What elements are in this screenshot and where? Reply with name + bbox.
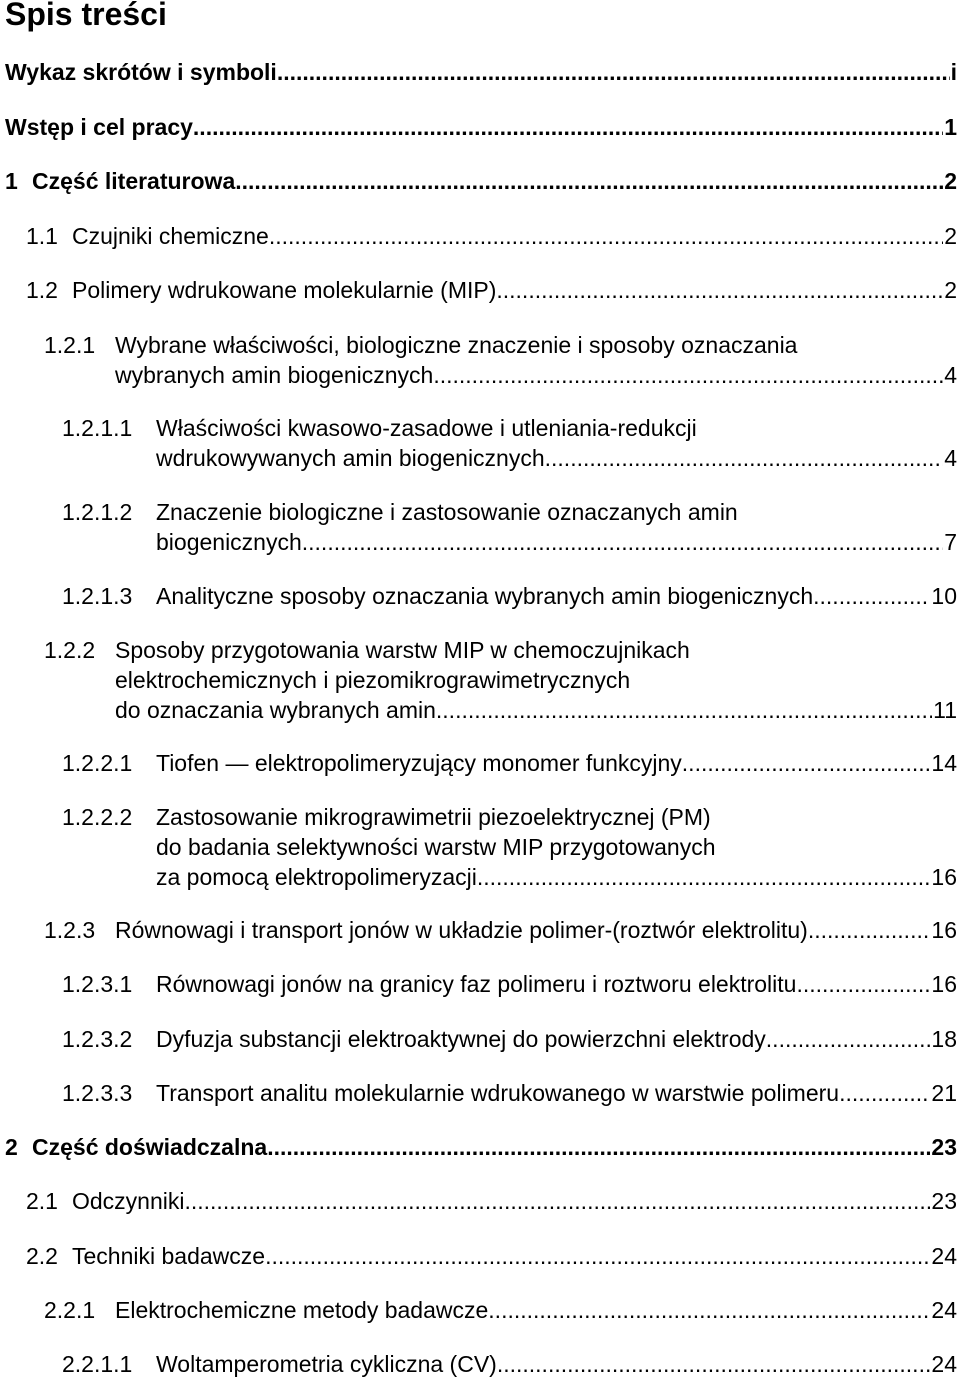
toc-entry[interactable]: [62, 581, 957, 611]
toc-entry-title: Równowagi jonów na granicy faz polimeru i roztworu elektrolitu: [156, 971, 797, 997]
dot-leader: [813, 581, 930, 611]
toc-entry-title-continued: biogenicznych: [156, 529, 302, 555]
dot-leader: [839, 1078, 930, 1108]
toc-entry-title-continued: elektrochemicznych i piezomikrograwimetrycznych: [115, 667, 631, 693]
toc-entry[interactable]: [62, 1078, 957, 1108]
toc-entry-page: 23: [931, 1134, 957, 1160]
toc-entry[interactable]: [44, 330, 957, 390]
toc-entry[interactable]: [62, 497, 957, 557]
toc-entry-page: 1: [944, 114, 957, 140]
toc-entry-number: 1.2.2: [44, 637, 96, 663]
dot-leader: [808, 915, 931, 945]
toc-entry-title: Analityczne sposoby oznaczania wybranych amin biogenicznych: [156, 583, 814, 609]
toc-entry-number: 1.1: [26, 223, 58, 249]
toc-entry-page: 21: [931, 1080, 957, 1106]
toc-entry-title: Wykaz skrótów i symboli: [5, 59, 277, 85]
toc-entry-number: 2: [5, 1134, 18, 1160]
toc-entry-title: Elektrochemiczne metody badawcze: [115, 1297, 489, 1323]
toc-entry[interactable]: [5, 1132, 957, 1162]
toc-entry[interactable]: [26, 221, 957, 251]
toc-entry[interactable]: [62, 1349, 957, 1379]
toc-entry-page: 16: [931, 971, 957, 997]
toc-entry-title: Zastosowanie mikrograwimetrii piezoelektrycznej (PM): [156, 804, 711, 830]
toc-entry-page: 4: [944, 445, 957, 471]
toc-entry-page: 18: [931, 1026, 957, 1052]
dot-leader: [477, 862, 931, 892]
toc-entry-number: 1.2: [26, 277, 58, 303]
toc-entry-title: Techniki badawcze: [72, 1243, 266, 1269]
toc-entry-number: 1.2.3.2: [62, 1026, 133, 1052]
dot-leader: [497, 1349, 931, 1379]
toc-entry-page: 2: [944, 168, 957, 194]
dot-leader: [302, 527, 943, 557]
toc-entry-page: 4: [944, 362, 957, 388]
toc-entry-page: 24: [931, 1351, 957, 1377]
toc-entry-number: 1.2.1.1: [62, 415, 133, 441]
toc-entry-page: 16: [931, 864, 957, 890]
toc-entry-title: Równowagi i transport jonów w układzie polimer-(roztwór elektrolitu): [115, 917, 808, 943]
toc-entry[interactable]: [44, 915, 957, 945]
toc-entry-title: Część literaturowa: [32, 168, 236, 194]
toc-entry-title: Właściwości kwasowo-zasadowe i utleniania-redukcji: [156, 415, 697, 441]
toc-entry-title-continued: wybranych amin biogenicznych: [115, 362, 434, 388]
toc-entry-page: 2: [944, 223, 957, 249]
toc-entry-page: 10: [931, 583, 957, 609]
toc-entry-title-continued: wdrukowywanych amin biogenicznych: [156, 445, 545, 471]
toc-entry-number: 1.2.1.3: [62, 583, 133, 609]
toc-entry-page: 23: [931, 1188, 957, 1214]
toc-entry-number: 2.2.1: [44, 1297, 96, 1323]
toc-entry-page: 24: [931, 1243, 957, 1269]
toc-entry-number: 2.2: [26, 1243, 58, 1269]
dot-leader: [682, 748, 931, 778]
dot-leader: [235, 166, 943, 196]
toc-entry[interactable]: [44, 635, 957, 725]
dot-leader: [267, 1132, 930, 1162]
dot-leader: [265, 1241, 930, 1271]
toc-entry-number: 1: [5, 168, 18, 194]
toc-entry-title: Polimery wdrukowane molekularnie (MIP): [72, 277, 497, 303]
toc-entry-page: 7: [944, 529, 957, 555]
toc-entry[interactable]: [26, 275, 957, 305]
toc-entry[interactable]: [26, 1186, 957, 1216]
toc-entry-page: 11: [933, 697, 957, 723]
dot-leader: [766, 1024, 931, 1054]
toc-entry[interactable]: [5, 112, 957, 142]
toc-entry-page: 2: [944, 277, 957, 303]
dot-leader: [269, 221, 943, 251]
toc-entry[interactable]: [62, 413, 957, 473]
toc-entry-number: 1.2.2.2: [62, 804, 133, 830]
toc-entry-title: Woltamperometria cykliczna (CV): [156, 1351, 497, 1377]
toc-entry-page: 24: [931, 1297, 957, 1323]
toc-entry-number: 1.2.3: [44, 917, 96, 943]
toc-entry-title: Wstęp i cel pracy: [5, 114, 193, 140]
dot-leader: [193, 112, 943, 142]
toc-entry-title: Czujniki chemiczne: [72, 223, 269, 249]
toc-entry-title: Znaczenie biologiczne i zastosowanie oznaczanych amin: [156, 499, 738, 525]
toc-entry-title: Sposoby przygotowania warstw MIP w chemoczujnikach: [115, 637, 690, 663]
toc-entry[interactable]: [62, 748, 957, 778]
toc-entry-title-continued: do oznaczania wybranych amin: [115, 697, 436, 723]
toc-entry-title-continued: za pomocą elektropolimeryzacji: [156, 864, 477, 890]
dot-leader: [436, 695, 932, 725]
page-title: Spis treści: [5, 0, 167, 32]
toc-entry[interactable]: [26, 1241, 957, 1271]
dot-leader: [184, 1186, 930, 1216]
toc-entry-page: i: [950, 59, 957, 85]
toc-entry-title: Tiofen — elektropolimeryzujący monomer funkcyjny: [156, 750, 682, 776]
toc-entry[interactable]: [44, 1295, 957, 1325]
toc-entry-number: 1.2.2.1: [62, 750, 133, 776]
toc-entry-title-continued: do badania selektywności warstw MIP przygotowanych: [156, 834, 716, 860]
toc-entry-number: 1.2.3.1: [62, 971, 133, 997]
dot-leader: [545, 443, 944, 473]
toc-entry-title: Dyfuzja substancji elektroaktywnej do powierzchni elektrody: [156, 1026, 766, 1052]
toc-entry-number: 2.1: [26, 1188, 58, 1214]
dot-leader: [496, 275, 943, 305]
toc-entry-page: 14: [931, 750, 957, 776]
toc-entry-title: Transport analitu molekularnie wdrukowanego w warstwie polimeru: [156, 1080, 840, 1106]
dot-leader: [433, 360, 943, 390]
toc-entry-number: 2.2.1.1: [62, 1351, 133, 1377]
toc-entry-number: 1.2.1.2: [62, 499, 133, 525]
toc-entry-page: 16: [931, 917, 957, 943]
dot-leader: [488, 1295, 930, 1325]
toc-entry[interactable]: [62, 969, 957, 999]
dot-leader: [796, 969, 930, 999]
toc-entry[interactable]: [62, 1024, 957, 1054]
toc-entry-title: Część doświadczalna: [32, 1134, 268, 1160]
toc-entry-title: Wybrane właściwości, biologiczne znaczenie i sposoby oznaczania: [115, 332, 798, 358]
toc-entry[interactable]: [62, 802, 957, 892]
toc-entry-number: 1.2.1: [44, 332, 96, 358]
toc-entry[interactable]: [5, 57, 957, 87]
toc-entry-title: Odczynniki: [72, 1188, 185, 1214]
toc-entry[interactable]: [5, 166, 957, 196]
toc-entry-number: 1.2.3.3: [62, 1080, 133, 1106]
dot-leader: [277, 57, 950, 87]
